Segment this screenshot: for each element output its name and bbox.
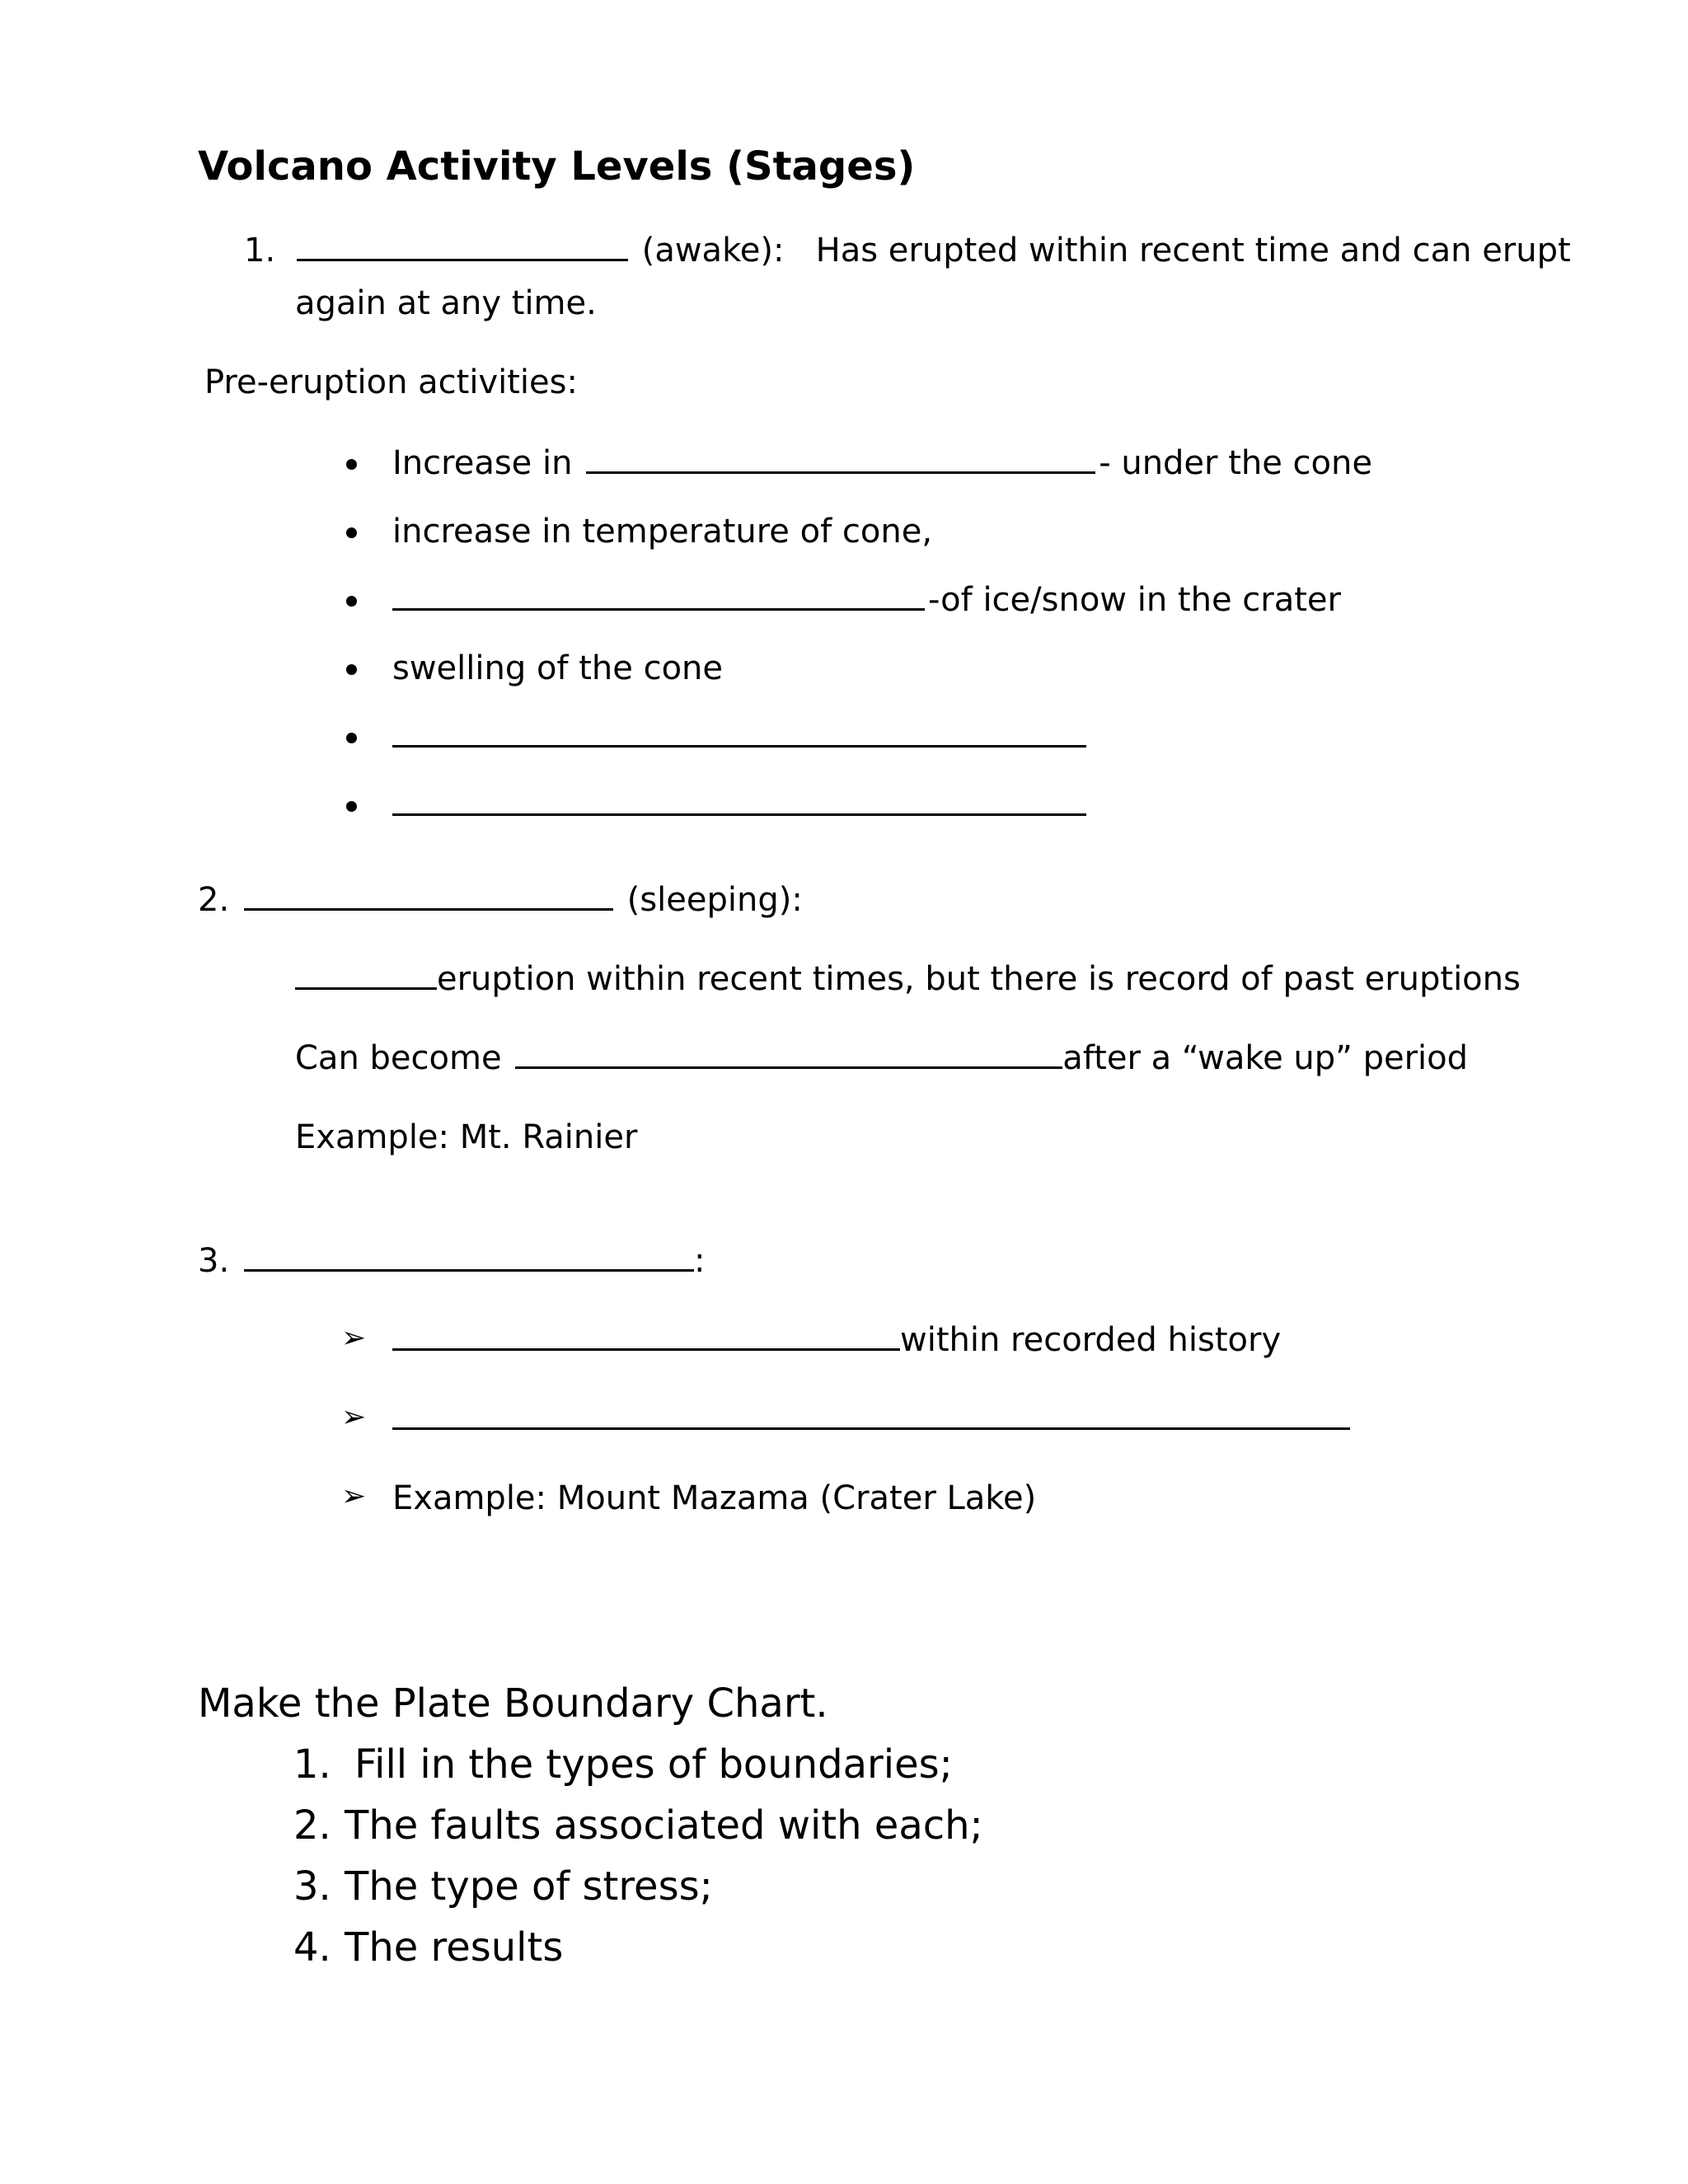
answer-blank[interactable] <box>392 1398 1350 1430</box>
section-2-text: eruption within recent times, but there is record of past eruptions <box>437 960 1521 998</box>
bullet-item: swelling of the cone <box>392 649 724 687</box>
chart-task-num: 2. <box>293 1802 331 1849</box>
section-3-line <box>244 1240 705 1282</box>
answer-blank[interactable] <box>586 442 1095 474</box>
bullet-text: Increase in <box>392 444 573 482</box>
arrow-bullet-icon: ➢ <box>341 1400 367 1434</box>
section-2-line <box>244 879 803 921</box>
answer-blank[interactable] <box>392 784 1086 816</box>
answer-blank[interactable] <box>392 1319 900 1351</box>
answer-blank[interactable] <box>515 1037 1062 1069</box>
arrow-bullet-icon: ➢ <box>341 1479 367 1513</box>
section-3-number: 3. <box>198 1242 230 1280</box>
section-3-item <box>392 1319 1281 1361</box>
section-2-text: after a “wake up” period <box>1062 1039 1469 1077</box>
answer-blank[interactable] <box>392 715 1086 748</box>
section-3-example: Example: Mount Mazama (Crater Lake) <box>392 1479 1037 1517</box>
section-1-line <box>297 229 1571 272</box>
arrow-bullet-icon: ➢ <box>341 1321 367 1355</box>
chart-task-heading: Make the Plate Boundary Chart. <box>198 1680 828 1727</box>
section-3-text: within recorded history <box>900 1321 1282 1359</box>
section-2-text: Can become <box>295 1039 502 1077</box>
bullet-item: increase in temperature of cone, <box>392 513 933 551</box>
answer-blank[interactable] <box>244 1240 694 1272</box>
chart-task-num: 3. <box>293 1863 331 1910</box>
bullet-item <box>392 784 1090 827</box>
bullet-dot <box>346 459 357 470</box>
chart-task-item: The results <box>345 1924 564 1971</box>
section-2-number: 2. <box>198 881 230 919</box>
answer-blank[interactable] <box>392 579 925 611</box>
bullet-dot <box>346 527 357 538</box>
pre-eruption-heading: Pre-eruption activities: <box>204 363 578 401</box>
chart-task-item: Fill in the types of boundaries; <box>354 1741 953 1788</box>
chart-task-num: 1. <box>293 1741 331 1788</box>
section-1-label: (awake): <box>641 232 785 269</box>
answer-blank[interactable] <box>295 958 437 990</box>
bullet-item <box>392 715 1090 758</box>
section-2-label: (sleeping): <box>626 881 803 919</box>
section-1-desc: Has erupted within recent time and can erupt <box>815 232 1571 269</box>
bullet-text: -of ice/snow in the crater <box>928 581 1341 619</box>
page-title: Volcano Activity Levels (Stages) <box>198 143 916 190</box>
bullet-item <box>392 579 1341 621</box>
bullet-item <box>392 442 1372 485</box>
section-2-example: Example: Mt. Rainier <box>295 1118 638 1156</box>
section-2-line-2 <box>295 1037 1468 1080</box>
section-1-number: 1. <box>244 232 276 269</box>
bullet-dot <box>346 801 357 812</box>
section-3-colon: : <box>694 1242 706 1280</box>
answer-blank[interactable] <box>297 229 628 261</box>
bullet-dot <box>346 733 357 743</box>
chart-task-item: The faults associated with each; <box>345 1802 983 1849</box>
chart-task-num: 4. <box>293 1924 331 1971</box>
section-2-line-1 <box>295 958 1521 1001</box>
chart-task-item: The type of stress; <box>345 1863 713 1910</box>
section-3-item <box>392 1398 1353 1441</box>
answer-blank[interactable] <box>244 879 613 911</box>
bullet-dot <box>346 596 357 607</box>
section-1-desc-cont: again at any time. <box>295 284 597 322</box>
bullet-text: - under the cone <box>1099 444 1372 482</box>
bullet-dot <box>346 664 357 675</box>
